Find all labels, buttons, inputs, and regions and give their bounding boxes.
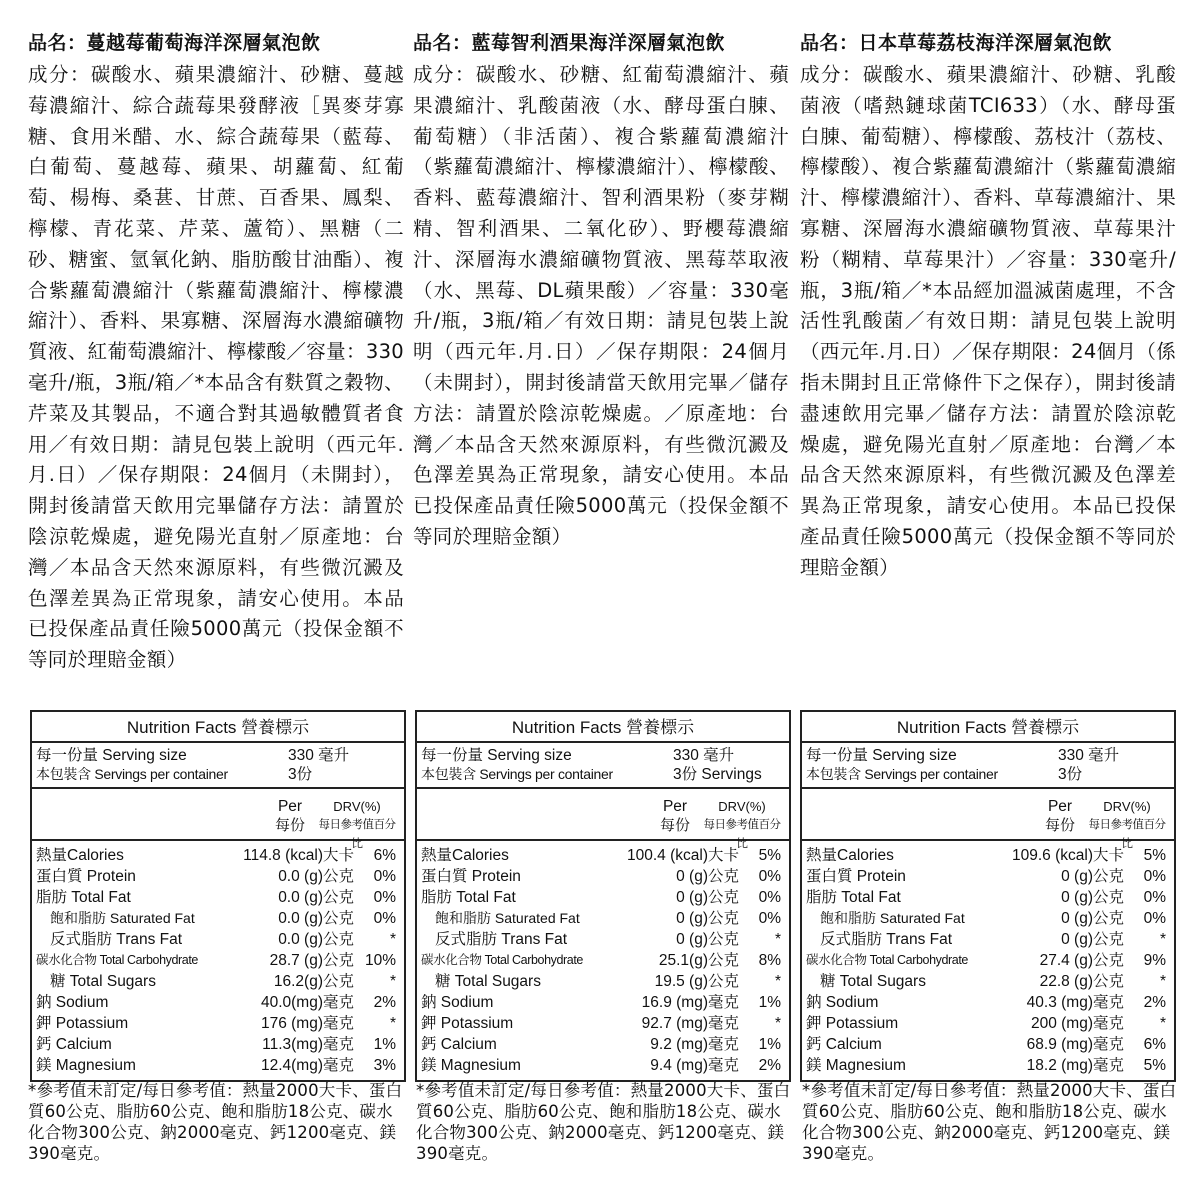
nutrient-row (806, 887, 1166, 908)
nutrient-name: 鉀 Potassium (806, 1015, 899, 1032)
nutrient-row (36, 1013, 396, 1034)
nutrient-dv: * (389, 931, 396, 948)
nutrient-dv: 0% (373, 868, 396, 885)
nutrient-dv: 1% (758, 994, 781, 1011)
nutrient-name: 鈣 Calcium (806, 1036, 882, 1053)
nutrient-name: 鈉 Sodium (36, 994, 109, 1011)
nutrition-title: Nutrition Facts 營養標示 (32, 712, 404, 743)
drv-sub-label: 每日參考值百分比 (703, 819, 781, 850)
nutrient-name: 鈣 Calcium (36, 1036, 112, 1053)
nutrient-amount: 200 (mg)毫克 (1030, 1015, 1124, 1032)
nutrient-dv: 0% (758, 910, 781, 927)
nutrient-list (802, 841, 1174, 1080)
nutrient-dv: * (1159, 1015, 1166, 1032)
nutrient-name: 脂肪 Total Fat (421, 889, 516, 906)
ingredients-text: 成分：碳酸水、蘋果濃縮汁、砂糖、乳酸菌液（嗜熱鏈球菌TCI633）（水、酵母蛋白腖、葡萄糖）、檸檬酸、荔枝汁（荔枝、檸檬酸）、複合紫蘿蔔濃縮汁（紫蘿蔔濃縮汁、檸檬濃縮汁）、香料、草莓濃縮汁、果寡糖、深層海水濃縮礦物質液、草莓果汁粉（糊精、草莓果汁）／容量：330毫升/瓶，3瓶/箱／*本品經加溫滅菌處理，不含活性乳酸菌／有效日期：請見包裝上說明（西元年.月.日）／保存期限：24個月（係指未開封且正常條件下之保存），開封後請盡速飲用完畢／儲存方法：請置於陰涼乾燥處，避免陽光直射／原產地：台灣／本品含天然來源原料，有些微沉澱及色澤差異為正常現象，請安心使用。本品已投保產品責任險5000萬元（投保金額不等同於理賠金額） (800, 63, 1176, 579)
per-label: Per (277, 798, 303, 815)
nutrient-dv: 5% (1143, 1057, 1166, 1074)
product-name: 品名：藍莓智利酒果海洋深層氣泡飲 (413, 32, 726, 54)
nutrient-dv: 9% (1143, 952, 1166, 969)
drv-label: DRV(%) (333, 799, 381, 814)
nutrient-name: 熱量Calories (806, 847, 894, 864)
ingredients-text: 成分：碳酸水、蘋果濃縮汁、砂糖、蔓越莓濃縮汁、綜合蔬莓果發酵液［異麥芽寡糖、食用米醋、水、綜合蔬莓果（藍莓、白葡萄、蔓越莓、蘋果、胡蘿蔔、紅葡萄、楊梅、桑葚、甘蔗、百香果、鳳梨、檸檬、青花菜、芹菜、蘆筍）、黑糖（二砂、糖蜜、氫氧化鈉、脂肪酸甘油酯）、複合紫蘿蔔濃縮汁（紫蘿蔔濃縮汁、檸檬濃縮汁）、香料、果寡糖、深層海水濃縮礦物質液、紅葡萄濃縮汁、檸檬酸／容量：330毫升/瓶，3瓶/箱／*本品含有麩質之穀物、芹菜及其製品，不適合對其過敏體質者食用／有效日期：請見包裝上說明（西元年.月.日）／保存期限：24個月（未開封），開封後請當天飲用完畢儲存方法：請置於陰涼乾燥處，避免陽光直射／原產地：台灣／本品含天然來源原料，有些微沉澱及色澤差異為正常現象，請安心使用。本品已投保產品責任險5000萬元（投保金額不等同於理賠金額） (28, 63, 404, 672)
nutrient-amount: 0.0 (g)公克 (278, 868, 354, 885)
nutrient-name: 脂肪 Total Fat (36, 889, 131, 906)
nutrient-name: 反式脂肪 Trans Fat (435, 931, 568, 948)
nutrient-amount: 12.4(mg)毫克 (260, 1057, 354, 1074)
nutrient-amount: 100.4 (kcal)大卡 (627, 847, 739, 864)
nutrient-name: 鎂 Magnesium (806, 1057, 906, 1074)
product-column-blueberry-maqui (413, 28, 789, 553)
nutrient-row (36, 1055, 396, 1076)
nutrient-amount: 16.2(g)公克 (273, 973, 354, 990)
nutrient-row (806, 992, 1166, 1013)
nutrient-name: 飽和脂肪 Saturated Fat (435, 910, 580, 926)
column-headers (32, 789, 404, 850)
nutrient-name: 鈉 Sodium (421, 994, 494, 1011)
column-headers (417, 789, 789, 850)
nutrient-amount: 0.0 (g)公克 (278, 889, 354, 906)
nutrient-dv: 1% (373, 1036, 396, 1053)
nutrient-name: 熱量Calories (36, 847, 124, 864)
nutrient-amount: 0 (g)公克 (1061, 889, 1124, 906)
nutrient-row (421, 992, 781, 1013)
nutrient-row (36, 908, 396, 929)
nutrient-amount: 22.8 (g)公克 (1039, 973, 1124, 990)
nutrient-name: 熱量Calories (421, 847, 509, 864)
nutrient-name: 碳水化合物 Total Carbohydrate (421, 953, 583, 967)
serving-size-label: 每一份量 Serving size (36, 747, 187, 764)
nutrient-amount: 27.4 (g)公克 (1039, 952, 1124, 969)
product-name: 品名：日本草莓荔枝海洋深層氣泡飲 (800, 32, 1113, 54)
nutrient-dv: 0% (373, 889, 396, 906)
nutrient-dv: 0% (758, 889, 781, 906)
nutrient-amount: 0 (g)公克 (676, 889, 739, 906)
serving-info (417, 743, 789, 789)
nutrient-name: 蛋白質 Protein (421, 868, 521, 885)
nutrient-row (36, 929, 396, 950)
nutrient-dv: 0% (1143, 868, 1166, 885)
product-column-cranberry-grape (28, 28, 404, 676)
per-label: Per (1047, 798, 1073, 815)
nutrition-facts-table (800, 710, 1176, 1082)
nutrient-amount: 40.3 (mg)毫克 (1026, 994, 1124, 1011)
nutrient-dv: 6% (1143, 1036, 1166, 1053)
serving-size-value: 330 毫升 (1058, 747, 1120, 764)
nutrient-name: 鎂 Magnesium (421, 1057, 521, 1074)
nutrient-amount: 19.5 (g)公克 (654, 973, 739, 990)
servings-per-container-label: 本包裝含 Servings per container (421, 766, 613, 782)
nutrient-name: 鉀 Potassium (421, 1015, 514, 1032)
nutrient-row (421, 1034, 781, 1055)
drv-footnote: *參考值未訂定/每日參考值：熱量2000大卡、蛋白質60公克、脂肪60公克、飽和脂肪18公克、碳水化合物300公克、鈉2000毫克、鈣1200毫克、鎂390毫克。 (802, 1081, 1177, 1163)
nutrient-amount: 18.2 (mg)毫克 (1026, 1057, 1124, 1074)
nutrient-dv: 0% (373, 910, 396, 927)
nutrient-row (36, 1034, 396, 1055)
per-label: Per (662, 798, 688, 815)
nutrient-list (32, 841, 404, 1080)
nutrient-dv: * (774, 931, 781, 948)
nutrient-dv: 2% (1143, 994, 1166, 1011)
nutrient-amount: 28.7 (g)公克 (269, 952, 354, 969)
nutrient-name: 脂肪 Total Fat (806, 889, 901, 906)
nutrient-amount: 109.6 (kcal)大卡 (1012, 847, 1124, 864)
column-headers (802, 789, 1174, 850)
nutrition-facts-table (30, 710, 406, 1082)
nutrient-list (417, 841, 789, 1080)
nutrient-name: 飽和脂肪 Saturated Fat (50, 910, 195, 926)
nutrient-name: 鈉 Sodium (806, 994, 879, 1011)
per-sub-label: 每份 (274, 817, 305, 834)
per-sub-label: 每份 (1044, 817, 1075, 834)
drv-sub-label: 每日參考值百分比 (1088, 819, 1166, 850)
nutrient-row (806, 929, 1166, 950)
nutrient-amount: 0.0 (g)公克 (278, 931, 354, 948)
servings-per-container-value: 3份 (288, 766, 313, 783)
drv-sub-label: 每日參考值百分比 (318, 819, 396, 850)
serving-info (802, 743, 1174, 789)
nutrient-row (806, 908, 1166, 929)
servings-per-container-value: 3份 (1058, 766, 1083, 783)
drv-footnote: *參考值未訂定/每日參考值：熱量2000大卡、蛋白質60公克、脂肪60公克、飽和脂肪18公克、碳水化合物300公克、鈉2000毫克、鈣1200毫克、鎂390毫克。 (28, 1081, 403, 1163)
nutrient-amount: 16.9 (mg)毫克 (641, 994, 739, 1011)
nutrient-row (806, 950, 1166, 971)
nutrient-dv: * (1159, 973, 1166, 990)
nutrient-row (36, 845, 396, 866)
nutrient-dv: 2% (758, 1057, 781, 1074)
nutrient-amount: 0.0 (g)公克 (278, 910, 354, 927)
nutrient-amount: 114.8 (kcal)大卡 (243, 847, 354, 864)
nutrient-name: 糖 Total Sugars (820, 973, 926, 990)
nutrient-dv: 0% (1143, 889, 1166, 906)
nutrient-row (806, 1013, 1166, 1034)
nutrient-row (421, 1055, 781, 1076)
serving-size-value: 330 毫升 (673, 747, 735, 764)
nutrient-amount: 40.0(mg)毫克 (260, 994, 354, 1011)
servings-per-container-label: 本包裝含 Servings per container (806, 766, 998, 782)
nutrition-title: Nutrition Facts 營養標示 (802, 712, 1174, 743)
nutrient-row (806, 971, 1166, 992)
nutrient-name: 鎂 Magnesium (36, 1057, 136, 1074)
nutrient-dv: 8% (758, 952, 781, 969)
nutrient-row (36, 950, 396, 971)
nutrient-row (806, 845, 1166, 866)
nutrient-row (806, 866, 1166, 887)
nutrient-amount: 11.3(mg)毫克 (262, 1036, 354, 1053)
nutrient-row (36, 866, 396, 887)
nutrient-row (421, 845, 781, 866)
nutrient-row (36, 992, 396, 1013)
nutrient-name: 反式脂肪 Trans Fat (50, 931, 183, 948)
nutrient-name: 碳水化合物 Total Carbohydrate (806, 953, 968, 967)
nutrient-row (36, 971, 396, 992)
nutrient-amount: 0 (g)公克 (1061, 931, 1124, 948)
nutrient-amount: 9.2 (mg)毫克 (650, 1036, 739, 1053)
servings-per-container-label: 本包裝含 Servings per container (36, 766, 228, 782)
drv-label: DRV(%) (1103, 799, 1151, 814)
drv-label: DRV(%) (718, 799, 766, 814)
nutrition-facts-table (415, 710, 791, 1082)
nutrient-dv: * (1159, 931, 1166, 948)
nutrient-row (421, 908, 781, 929)
nutrient-amount: 9.4 (mg)毫克 (650, 1057, 739, 1074)
nutrient-row (806, 1034, 1166, 1055)
per-sub-label: 每份 (659, 817, 690, 834)
nutrient-dv: 5% (1143, 847, 1166, 864)
nutrient-row (806, 1055, 1166, 1076)
servings-per-container-value: 3份 Servings (673, 766, 762, 783)
nutrient-amount: 0 (g)公克 (1061, 910, 1124, 927)
serving-info (32, 743, 404, 789)
nutrient-row (36, 887, 396, 908)
nutrient-amount: 25.1(g)公克 (658, 952, 739, 969)
nutrient-dv: 10% (364, 952, 396, 969)
serving-size-label: 每一份量 Serving size (806, 747, 957, 764)
serving-size-value: 330 毫升 (288, 747, 350, 764)
nutrient-row (421, 887, 781, 908)
nutrient-dv: 3% (373, 1057, 396, 1074)
ingredients-text: 成分：碳酸水、砂糖、紅葡萄濃縮汁、蘋果濃縮汁、乳酸菌液（水、酵母蛋白腖、葡萄糖）（非活菌）、複合紫蘿蔔濃縮汁（紫蘿蔔濃縮汁、檸檬濃縮汁）、檸檬酸、香料、藍莓濃縮汁、智利酒果粉（麥芽糊精、智利酒果、二氧化矽）、野櫻莓濃縮汁、深層海水濃縮礦物質液、黑莓萃取液（水、黑莓、DL蘋果酸）／容量：330毫升/瓶，3瓶/箱／有效日期：請見包裝上說明（西元年.月.日）／保存期限：24個月（未開封），開封後請當天飲用完畢／儲存方法：請置於陰涼乾燥處。／原產地：台灣／本品含天然來源原料，有些微沉澱及色澤差異為正常現象，請安心使用。本品已投保產品責任險5000萬元（投保金額不等同於理賠金額） (413, 63, 789, 548)
nutrient-dv: * (774, 1015, 781, 1032)
nutrient-dv: * (774, 973, 781, 990)
nutrient-amount: 0 (g)公克 (1061, 868, 1124, 885)
nutrient-row (421, 866, 781, 887)
nutrient-dv: 0% (758, 868, 781, 885)
drv-footnote: *參考值未訂定/每日參考值：熱量2000大卡、蛋白質60公克、脂肪60公克、飽和脂肪18公克、碳水化合物300公克、鈉2000毫克、鈣1200毫克、鎂390毫克。 (416, 1081, 791, 1163)
nutrient-row (421, 950, 781, 971)
nutrient-dv: * (389, 973, 396, 990)
serving-size-label: 每一份量 Serving size (421, 747, 572, 764)
nutrient-amount: 68.9 (mg)毫克 (1026, 1036, 1124, 1053)
nutrient-name: 糖 Total Sugars (50, 973, 156, 990)
nutrient-dv: 0% (1143, 910, 1166, 927)
nutrient-dv: 1% (758, 1036, 781, 1053)
product-name: 品名：蔓越莓葡萄海洋深層氣泡飲 (28, 32, 321, 54)
nutrient-amount: 0 (g)公克 (676, 931, 739, 948)
product-column-strawberry-lychee (800, 28, 1176, 584)
nutrient-dv: 2% (373, 994, 396, 1011)
nutrient-dv: 5% (758, 847, 781, 864)
nutrient-name: 反式脂肪 Trans Fat (820, 931, 953, 948)
nutrient-name: 蛋白質 Protein (806, 868, 906, 885)
nutrient-amount: 92.7 (mg)毫克 (641, 1015, 739, 1032)
nutrient-amount: 176 (mg)毫克 (260, 1015, 354, 1032)
nutrient-name: 鈣 Calcium (421, 1036, 497, 1053)
nutrient-row (421, 929, 781, 950)
nutrient-dv: 6% (373, 847, 396, 864)
nutrient-name: 鉀 Potassium (36, 1015, 129, 1032)
nutrient-name: 碳水化合物 Total Carbohydrate (36, 953, 198, 967)
nutrient-dv: * (389, 1015, 396, 1032)
nutrition-title: Nutrition Facts 營養標示 (417, 712, 789, 743)
nutrient-name: 蛋白質 Protein (36, 868, 136, 885)
nutrient-row (421, 1013, 781, 1034)
nutrient-amount: 0 (g)公克 (676, 910, 739, 927)
nutrient-name: 飽和脂肪 Saturated Fat (820, 910, 965, 926)
nutrient-row (421, 971, 781, 992)
nutrient-amount: 0 (g)公克 (676, 868, 739, 885)
nutrient-name: 糖 Total Sugars (435, 973, 541, 990)
